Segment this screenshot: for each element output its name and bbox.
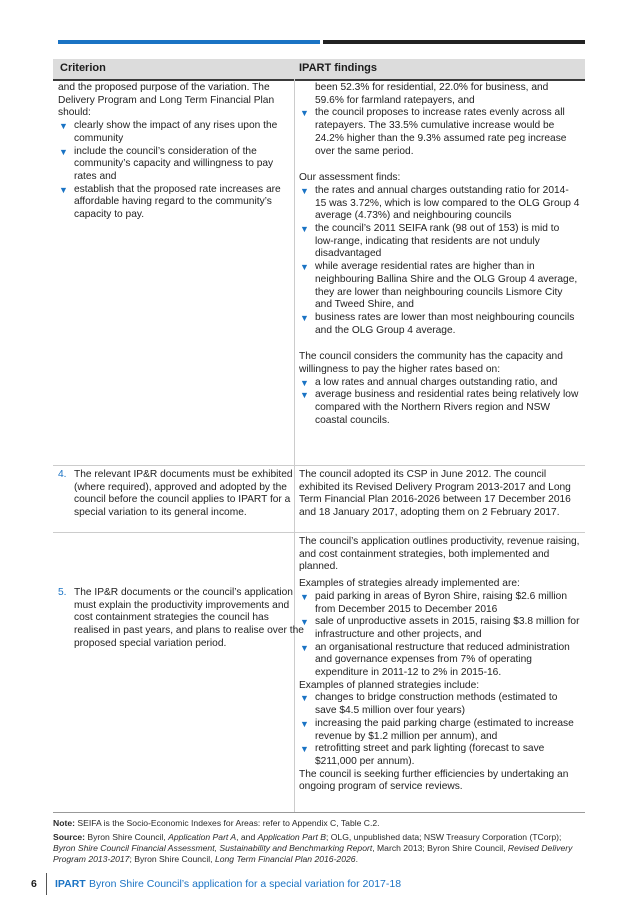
top-accent-bar-dark [323, 40, 585, 44]
source-part: Application Part B [257, 832, 326, 842]
source-part: Byron Shire Council, [87, 832, 169, 842]
list-item: ▼ sale of unproductive assets in 2015, raising $3.8 million for infrastructure and other projects, and [300, 616, 580, 640]
list-item: ▼ increasing the paid parking charge (estimated to increase revenue by $1.2 million per annum), and [300, 717, 574, 742]
list-item: ▼ an organisational restructure that reduced administration and governance expenses from 7% of operating expenditure in 2011-12 to 2% in 2015-16. [300, 641, 570, 679]
column-divider [294, 79, 295, 812]
list-item: ▼ average business and residential rates being relatively low compared with the Northern Rivers region and NSW coastal councils. [300, 389, 579, 426]
list-item: ▼ the rates and annual charges outstanding ratio for 2014-15 was 3.72%, which is low compared to the OLG Group 4 average (4.73%) and neighbouring councils [300, 184, 580, 222]
footer-title: Byron Shire Council’s application for a special variation for 2017-18 [89, 878, 402, 890]
list-item: ▼ establish that the proposed rate increases are affordable having regard to the community’s capacity to pay. [59, 183, 281, 221]
row3-criterion [58, 82, 290, 222]
header-findings: IPART findings [299, 62, 378, 74]
source-part: ; Byron Shire Council, [129, 854, 215, 864]
row-divider [53, 465, 585, 466]
implemented-intro: Examples of strategies already implemented are: [299, 578, 520, 590]
list-item: ▼ paid parking in areas of Byron Shire, raising $2.6 million from December 2015 to December 2016 [300, 590, 567, 615]
list-item: ▼ include the council’s consideration of the community’s capacity and willingness to pay rates and [59, 145, 274, 182]
list-item: ▼ the council proposes to increase rates evenly across all ratepayers. The 33.5% cumulative increase would be 24.2% higher than the 9.3% assumed rate peg increase over the same period. [300, 107, 567, 157]
bullet-triangle-icon: ▼ [300, 312, 309, 323]
row4-number: 4. [58, 469, 67, 480]
header-criterion: Criterion [60, 62, 106, 74]
planned-intro: Examples of planned strategies include: [299, 679, 480, 691]
source-label: Source: [53, 832, 85, 842]
row4-finding-text: The council adopted its CSP in June 2012. The council exhibited its Revised Delivery Program 2013-2017 and Long Term Financial Plan 2016-2026 between 17 December 2016 and 18 January 2017, adopting them on 2 February 2017. [299, 469, 571, 519]
bullet-triangle-icon: ▼ [59, 121, 68, 132]
list-item: ▼ changes to bridge construction methods (estimated to save $4.5 million over four years) [300, 692, 558, 717]
table-source [53, 832, 585, 865]
table-bottom-rule [53, 812, 585, 813]
source-part: , March 2013; Byron Shire Council, [372, 843, 508, 853]
list-item: ▼ retrofitting street and park lighting (forecast to save $211,000 per annum). [300, 743, 545, 767]
assessment-intro: Our assessment finds: [299, 172, 401, 184]
row4-findings [299, 469, 580, 520]
bullet-triangle-icon: ▼ [300, 693, 309, 704]
bullet-triangle-icon: ▼ [300, 224, 309, 235]
row3-findings-intro: been 52.3% for residential, 22.0% for business, and 59.6% for farmland ratepayers, and [315, 82, 549, 106]
source-part: Byron Shire Council Financial Assessment, Sustainability and Benchmarking Report [53, 843, 373, 853]
row4-criterion-text: The relevant IP&R documents must be exhibited (where required), approved and adopted by the council before the council applies to IPART for a special variation to its general income. [74, 469, 293, 519]
bullet-triangle-icon: ▼ [300, 744, 309, 755]
bullet-triangle-icon: ▼ [300, 377, 309, 388]
note-label: Note: [53, 818, 75, 828]
list-item: ▼ clearly show the impact of any rises upon the community [59, 120, 278, 144]
row3-criterion-intro: and the proposed purpose of the variation. The Delivery Program and Long Term Financial Plan should: [58, 82, 275, 119]
source-part: ; OLG, unpublished data; NSW Treasury Corporation (TCorp); [325, 832, 562, 842]
footer-divider [46, 873, 47, 895]
page-number: 6 [31, 878, 37, 890]
bullet-triangle-icon: ▼ [59, 146, 68, 157]
list-item: ▼ the council’s 2011 SEIFA rank (98 out of 153) is mid to low-range, indicating that residents are not unduly disadvantaged [300, 223, 560, 260]
bullet-triangle-icon: ▼ [300, 185, 309, 196]
row5-number: 5. [58, 586, 67, 598]
source-part: . [355, 854, 358, 864]
row-divider [53, 532, 585, 533]
table-header [53, 59, 585, 81]
row5-finding-intro: The council’s application outlines productivity, revenue raising, and cost containment strategies, both implemented and planned. [299, 536, 580, 573]
row5-criterion [58, 587, 306, 651]
row5-findings [299, 536, 580, 794]
row4-criterion [58, 469, 306, 520]
source-part: Long Term Financial Plan 2016-2026 [214, 854, 356, 864]
bullet-triangle-icon: ▼ [300, 108, 309, 119]
note-text: SEIFA is the Socio-Economic Indexes for Areas: refer to Appendix C, Table C.2. [77, 818, 380, 828]
capacity-intro: The council considers the community has the capacity and willingness to pay the higher rates based on: [299, 351, 563, 376]
source-part: Revised Delivery Program 2013-2017 [53, 843, 573, 864]
bullet-triangle-icon: ▼ [300, 390, 309, 401]
row3-findings [299, 82, 580, 428]
source-part: Application Part A [168, 832, 237, 842]
list-item: ▼ business rates are lower than most neighbouring councils and the OLG Group 4 average. [300, 311, 575, 336]
top-accent-bar-blue [58, 40, 320, 44]
bullet-triangle-icon: ▼ [300, 718, 309, 729]
row5-criterion-text: The IP&R documents or the council’s application must explain the productivity improvements and cost containment strategies the council has realised in past years, and plans to realise over the proposed special variation period. [74, 586, 304, 649]
list-item: ▼ a low rates and annual charges outstanding ratio, and [300, 376, 558, 388]
source-part: , and [236, 832, 258, 842]
row5-closing: The council is seeking further efficiencies by undertaking an ongoing program of service reviews. [299, 768, 569, 793]
table-note [53, 818, 585, 829]
bullet-triangle-icon: ▼ [300, 617, 309, 628]
bullet-triangle-icon: ▼ [300, 262, 309, 273]
bullet-triangle-icon: ▼ [300, 591, 309, 602]
footer-brand: IPART [55, 878, 86, 890]
bullet-triangle-icon: ▼ [300, 642, 309, 653]
bullet-triangle-icon: ▼ [59, 184, 68, 195]
list-item: ▼ while average residential rates are higher than in neighbouring Ballina Shire and the OLG Group 4 average, they are lower than neighbouring councils Lismore City and Tweed Shire, and [300, 261, 578, 311]
